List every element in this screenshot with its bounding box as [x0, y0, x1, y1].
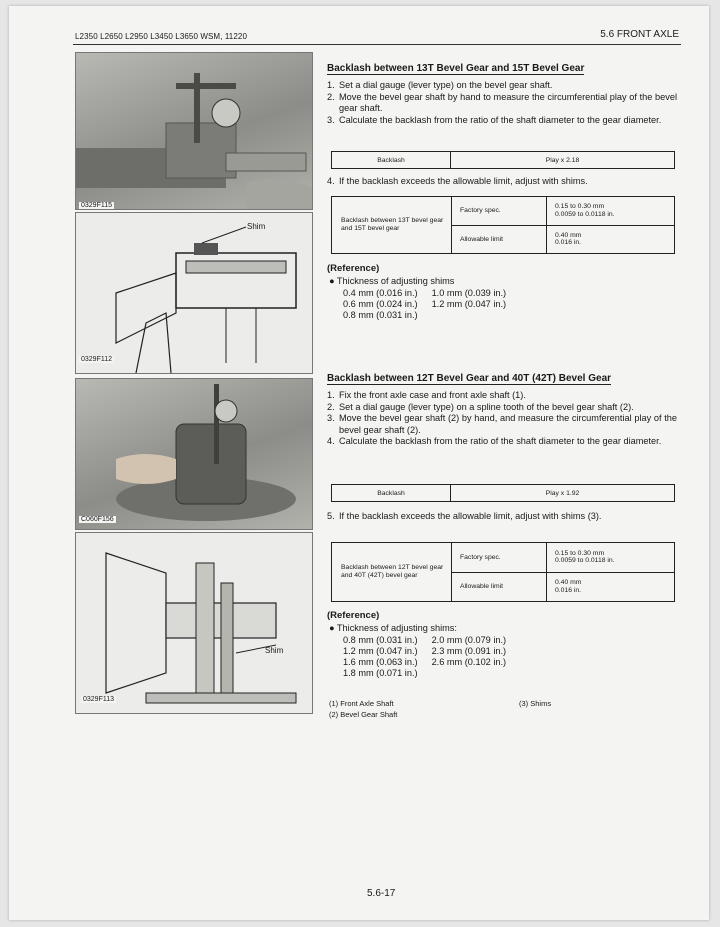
figure-code: C060F156: [81, 516, 114, 523]
shim-thickness: 0.4 mm (0.016 in.): [343, 288, 418, 298]
shim-thickness: 0.8 mm (0.031 in.): [343, 310, 418, 320]
step-item: 2. Move the bevel gear shaft by hand to measure the circumferential play of the bevel gear shaft.: [327, 91, 677, 113]
reference-bullet: ● Thickness of adjusting shims: [329, 276, 455, 286]
step-item: 1. Fix the front axle case and front axle shaft (1).: [327, 390, 526, 400]
gear-cross-section-diagram: [76, 533, 312, 713]
shim-thickness: 0.8 mm (0.031 in.): [343, 635, 418, 645]
spec-value: 0.15 to 0.30 mm: [555, 549, 605, 557]
section-title-13t-15t: Backlash between 13T Bevel Gear and 15T Bevel Gear: [327, 63, 585, 74]
shim-thickness: 1.6 mm (0.063 in.): [343, 657, 418, 667]
backlash-formula-box: [331, 151, 675, 169]
spec-value: 0.40 mm: [555, 579, 582, 587]
spec-value: 0.40 mm: [555, 231, 582, 239]
step-item: 3. Move the bevel gear shaft (2) by hand, and measure the circumferential play of the bevel gear shaft (2).: [327, 413, 677, 435]
backlash-formula: Play x 1.92: [545, 489, 580, 497]
step-item: 5. If the backlash exceeds the allowable limit, adjust with shims (3).: [327, 511, 602, 521]
spec-factory-label: Factory spec.: [452, 197, 547, 225]
backlash-formula-box: [331, 484, 675, 502]
shim-thickness: 1.8 mm (0.071 in.): [343, 668, 418, 678]
header-section: 5.6 FRONT AXLE: [600, 29, 679, 40]
backlash-formula: Play x 2.18: [545, 156, 580, 164]
steps-list: [327, 80, 677, 126]
shim-thickness-list: [343, 635, 506, 679]
steps-list: [327, 511, 677, 523]
spec-limit-label: Allowable limit: [452, 226, 547, 254]
spec-value: 0.016 in.: [555, 586, 582, 594]
steps-list: [327, 390, 677, 448]
shim-thickness: 2.0 mm (0.079 in.): [431, 635, 507, 645]
shim-thickness: 1.2 mm (0.047 in.): [343, 646, 418, 656]
shim-label: Shim: [247, 222, 266, 231]
shim-thickness: 2.3 mm (0.091 in.): [431, 646, 507, 656]
spec-table: [331, 196, 675, 254]
shim-label: Shim: [265, 646, 284, 655]
spec-item: Backlash between 13T bevel gear and 15T bevel gear: [332, 197, 452, 253]
figure-code: 0329F115: [81, 202, 113, 209]
step-item: 3. Calculate the backlash from the ratio of the shaft diameter to the gear diameter.: [327, 114, 662, 125]
legend-item: (1) Front Axle Shaft: [329, 699, 394, 708]
reference-title: (Reference): [327, 263, 380, 274]
figure-13t-cross-section: [75, 212, 313, 374]
legend-item: (3) Shims: [519, 699, 552, 708]
reference-title: (Reference): [327, 610, 380, 621]
shim-thickness: 2.6 mm (0.102 in.): [431, 657, 507, 667]
header-rule: [73, 44, 681, 45]
step-item: 1. Set a dial gauge (lever type) on the bevel gear shaft.: [327, 80, 553, 90]
dial-gauge-illustration: [76, 53, 312, 209]
figure-12t-cross-section: [75, 532, 313, 714]
dial-gauge-illustration: [76, 379, 312, 529]
section-title-12t-40t: Backlash between 12T Bevel Gear and 40T (42T) Bevel Gear: [327, 373, 612, 384]
reference-bullet: ● Thickness of adjusting shims:: [329, 623, 457, 633]
spec-value: 0.0059 to 0.0118 in.: [555, 557, 615, 565]
shim-thickness: 1.2 mm (0.047 in.): [431, 299, 507, 309]
step-item: 4. Calculate the backlash from the ratio of the shaft diameter to the gear diameter.: [327, 436, 662, 446]
figure-code: 0329F113: [83, 696, 115, 703]
step-item: 2. Set a dial gauge (lever type) on a spline tooth of the bevel gear shaft (2).: [327, 401, 634, 412]
header-models: L2350 L2650 L2950 L3450 L3650 WSM, 11220: [75, 32, 247, 41]
figure-code: 0329F112: [81, 356, 113, 363]
spec-table: [331, 542, 675, 602]
spec-value: 0.15 to 0.30 mm: [555, 203, 605, 211]
spec-value: 0.0059 to 0.0118 in.: [555, 210, 615, 218]
spec-item: Backlash between 12T bevel gear and 40T (42T) bevel gear: [332, 543, 452, 601]
legend-item: (2) Bevel Gear Shaft: [329, 710, 398, 719]
step-item: 4. If the backlash exceeds the allowable limit, adjust with shims.: [327, 176, 588, 186]
backlash-label: Backlash: [332, 152, 451, 168]
shim-thickness: 0.6 mm (0.024 in.): [343, 299, 418, 309]
spec-factory-label: Factory spec.: [452, 543, 547, 572]
figure-dial-gauge-13t-photo: [75, 52, 313, 210]
gear-cross-section-diagram: [76, 213, 312, 373]
legend: [329, 698, 669, 720]
spec-value: 0.016 in.: [555, 239, 582, 247]
spec-limit-label: Allowable limit: [452, 573, 547, 602]
page-number: 5.6-17: [367, 888, 396, 899]
steps-list: [327, 176, 677, 188]
manual-page: [9, 6, 709, 920]
shim-thickness-list: [343, 288, 506, 321]
figure-dial-gauge-12t-photo: [75, 378, 313, 530]
shim-thickness: 1.0 mm (0.039 in.): [431, 288, 507, 298]
backlash-label: Backlash: [332, 485, 451, 501]
